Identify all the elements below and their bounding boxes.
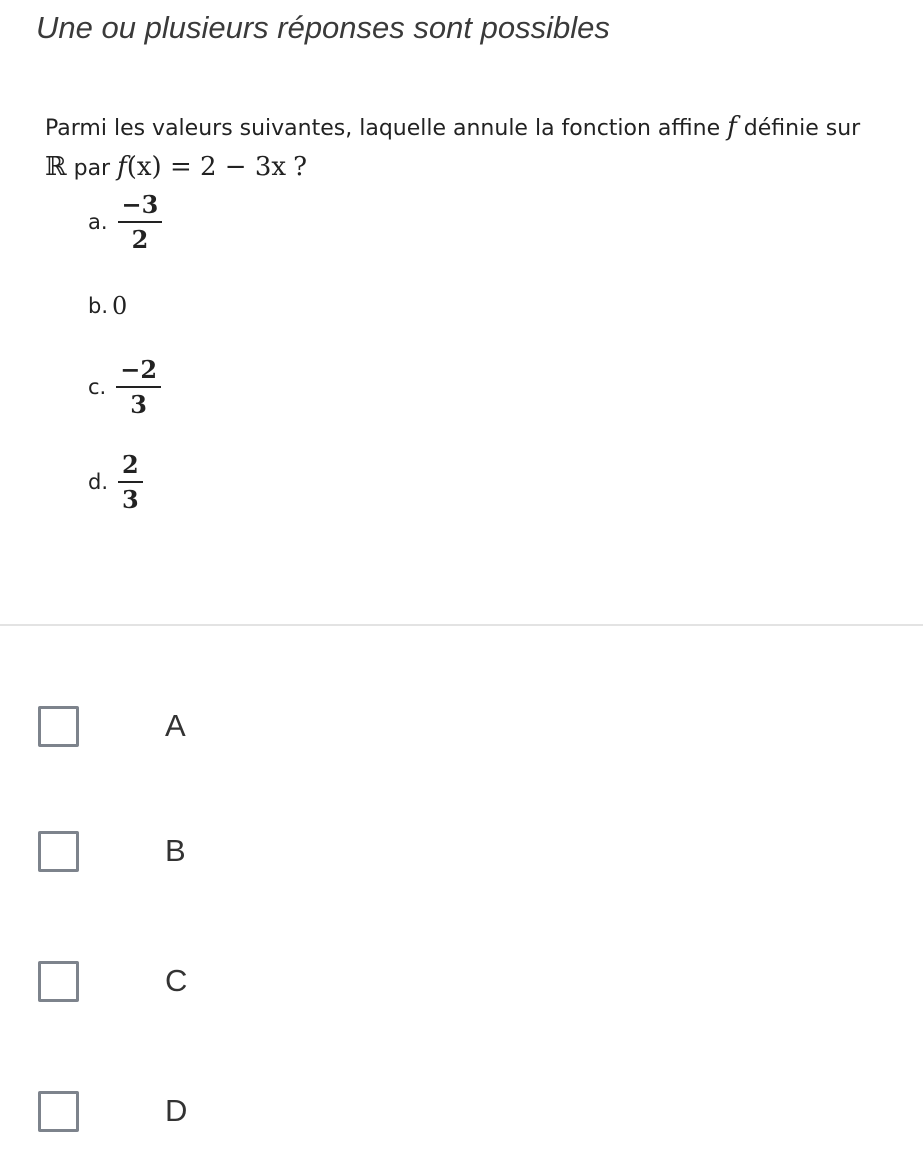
option-b [88, 292, 127, 320]
numerator: 2 [122, 450, 139, 479]
option-d [88, 450, 143, 515]
option-value: 0 [112, 292, 128, 320]
function-formula: f(x) = 2 − 3x [117, 152, 287, 182]
question-line2 [45, 152, 307, 182]
option-c [88, 355, 161, 420]
fraction [118, 190, 163, 255]
fraction [116, 355, 161, 420]
denominator: 3 [130, 390, 147, 420]
fraction-bar [116, 386, 161, 388]
instruction-text: Une ou plusieurs réponses sont possibles [36, 10, 610, 45]
real-set-symbol: ℝ [45, 152, 67, 182]
checkbox[interactable] [38, 706, 79, 747]
option-letter: b. [88, 294, 109, 318]
section-divider [0, 624, 923, 626]
fraction-bar [118, 221, 163, 223]
checkbox[interactable] [38, 831, 79, 872]
choice-label[interactable]: B [165, 833, 186, 868]
question-line1: Parmi les valeurs suivantes, laquelle annule la fonction affine [45, 116, 721, 141]
choice-b[interactable] [38, 827, 338, 875]
choice-label[interactable]: D [165, 1093, 188, 1128]
question-line1-end: définie sur [743, 116, 861, 141]
denominator: 3 [122, 485, 139, 515]
checkbox[interactable] [38, 961, 79, 1002]
function-symbol: f [727, 112, 737, 142]
option-letter: c. [88, 375, 107, 400]
fraction [118, 450, 143, 515]
choice-a[interactable] [38, 702, 338, 750]
numerator: −2 [120, 355, 158, 384]
option-letter: d. [88, 470, 109, 495]
numerator: −3 [121, 190, 159, 219]
checkbox[interactable] [38, 1091, 79, 1132]
fraction-bar [118, 481, 143, 483]
choice-label[interactable]: C [165, 963, 188, 998]
denominator: 2 [131, 225, 149, 255]
question-mark: ? [293, 152, 308, 182]
choice-label[interactable]: A [165, 708, 186, 743]
par-text: par [73, 156, 111, 181]
option-letter: a. [88, 210, 108, 235]
choice-c[interactable] [38, 957, 338, 1005]
question-text [45, 112, 915, 143]
option-a [88, 190, 162, 255]
choice-d[interactable] [38, 1087, 338, 1135]
